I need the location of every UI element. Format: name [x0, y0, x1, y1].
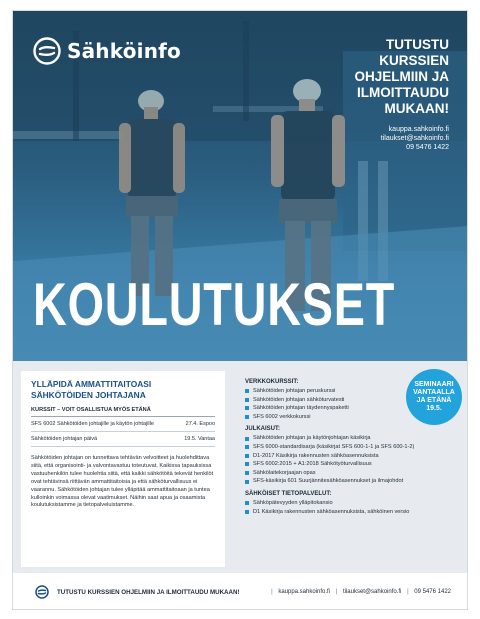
cta-email-link[interactable]: tilaukset@sahkoinfo.fi: [380, 135, 449, 142]
section-title-tietopalvelut: SÄHKÖISET TIETOPALVELUT:: [245, 490, 332, 497]
bullet-square-icon: [245, 445, 249, 449]
footer-bar: [13, 573, 468, 610]
separator: |: [271, 589, 273, 595]
list-item[interactable]: Sähkötöiden johtajan sähköturvatesti: [245, 396, 461, 405]
list-item[interactable]: SFS-käsikirja 601 Suurjännitesähköasennukset ja ilmajohdot: [245, 477, 461, 486]
hero-title: KOULUTUKSET: [33, 271, 396, 338]
seminar-badge-text: SEMINAARI VANTAALLA JA ETÄNÄ 19.5.: [413, 380, 455, 413]
hero-cta: [354, 37, 449, 152]
list-item[interactable]: D1 Käsikirja rakennusten sähköasennuksista, sähköinen versio: [245, 508, 461, 517]
brand-name: Sähköinfo: [67, 39, 181, 63]
hero-photo: [13, 11, 468, 361]
list-item[interactable]: D1-2017 Käsikirja rakennusten sähköasennuksista: [245, 452, 461, 461]
bullet-square-icon: [245, 406, 249, 410]
course-date: 27.4. Espoo: [185, 421, 215, 427]
cta-title: TUTUSTU KURSSIEN OHJELMIIN JA ILMOITTAUDU MUKAAN!: [354, 37, 449, 116]
bullet-square-icon: [245, 415, 249, 419]
left-title: YLLÄPIDÄ AMMATTITAITOASI SÄHKÖTÖIDEN JOHTAJANA: [31, 379, 152, 400]
list-item[interactable]: SFS 6002 verkkokurssi: [245, 413, 461, 422]
course-name: Sähkötöiden johtajan päivä: [31, 436, 98, 442]
brochure-page: [12, 10, 468, 610]
brand-logo[interactable]: [33, 37, 181, 65]
list-item[interactable]: Sähkötöiden johtajan ja käytönjohtajan käsikirja: [245, 434, 461, 443]
bullet-square-icon: [245, 437, 249, 441]
course-row[interactable]: [31, 432, 215, 447]
bullet-square-icon: [245, 510, 249, 514]
footer-links: [267, 589, 451, 595]
cta-url-link[interactable]: kauppa.sahkoinfo.fi: [388, 126, 449, 133]
list-item[interactable]: Sähköpätevyyden ylläpitokansio: [245, 499, 461, 508]
bullet-square-icon: [245, 454, 249, 458]
bullet-square-icon: [245, 398, 249, 402]
list-item[interactable]: Sähkötöiden johtajan peruskurssi: [245, 387, 461, 396]
separator: |: [335, 589, 338, 595]
course-name: SFS 6002 Sähkötöiden johtajille ja käytön johtajille: [31, 421, 154, 427]
bullet-square-icon: [245, 480, 249, 484]
course-date: 19.5. Vantaa: [184, 436, 215, 442]
left-body-text: Sähkötöiden johtajan on tunnettava tehtävän velvoitteet ja huolehdittava siitä, että organisointi- ja valvontavastuu toteutuvat. Kaikissa tapauksissa vastuuhenkilön tulee huolehtia siitä, että kaikki sähkötöitä tekevät henkilöt ovat tehtävinsä riittävän ammattitaitoisia ja että sähköturvallisuus ei vaarannu. Sähkötöiden johtajan tulee ylläpitää ammattitaitoaan ja tuntea kulloinkin voimassa olevat vaatimukset. Näihin saat apua ja osaamista koulutuksistamme ja tietopalveluistamme.: [31, 455, 214, 509]
cta-contacts: [354, 125, 449, 152]
footer-phone: 09 5476 1422: [414, 589, 451, 595]
courses-header: KURSSIT – VOIT OSALLISTUA MYÖS ETÄNÄ: [31, 407, 215, 417]
course-row[interactable]: [31, 417, 215, 432]
separator: |: [407, 589, 409, 595]
content-area: [13, 361, 468, 573]
bullet-square-icon: [245, 389, 249, 393]
bullet-square-icon: [245, 462, 249, 466]
footer-email-link[interactable]: tilaukset@sahkoinfo.fi: [342, 589, 402, 595]
list-item[interactable]: SFS 6000-standardisarja (käsikirjat SFS 600-1-1 ja SFS 600-1-2): [245, 443, 461, 452]
seminar-badge: [406, 369, 462, 425]
left-card: [21, 371, 225, 567]
list-item[interactable]: Sähkötöiden johtajan täydennyspaketti: [245, 404, 461, 413]
section-title-julkaisut: JULKAISUT:: [245, 426, 281, 433]
bullet-square-icon: [245, 501, 249, 505]
footer-url-link[interactable]: kauppa.sahkoinfo.fi: [278, 589, 331, 595]
list-item[interactable]: SFS 6002:2015 + A1:2018 Sähkötyöturvallisuus: [245, 460, 461, 469]
sahkoinfo-logo-icon: [35, 585, 49, 599]
sahkoinfo-logo-icon: [33, 37, 61, 65]
cta-phone: 09 5476 1422: [406, 144, 449, 151]
section-title-verkkokurssit: VERKKOKURSSIT:: [245, 379, 299, 385]
list-item[interactable]: Sähkölaitekorjaajan opas: [245, 469, 461, 478]
footer-cta-text: TUTUSTU KURSSIEN OHJELMIIN JA ILMOITTAUDU MUKAAN!: [57, 588, 240, 596]
bullet-square-icon: [245, 471, 249, 475]
